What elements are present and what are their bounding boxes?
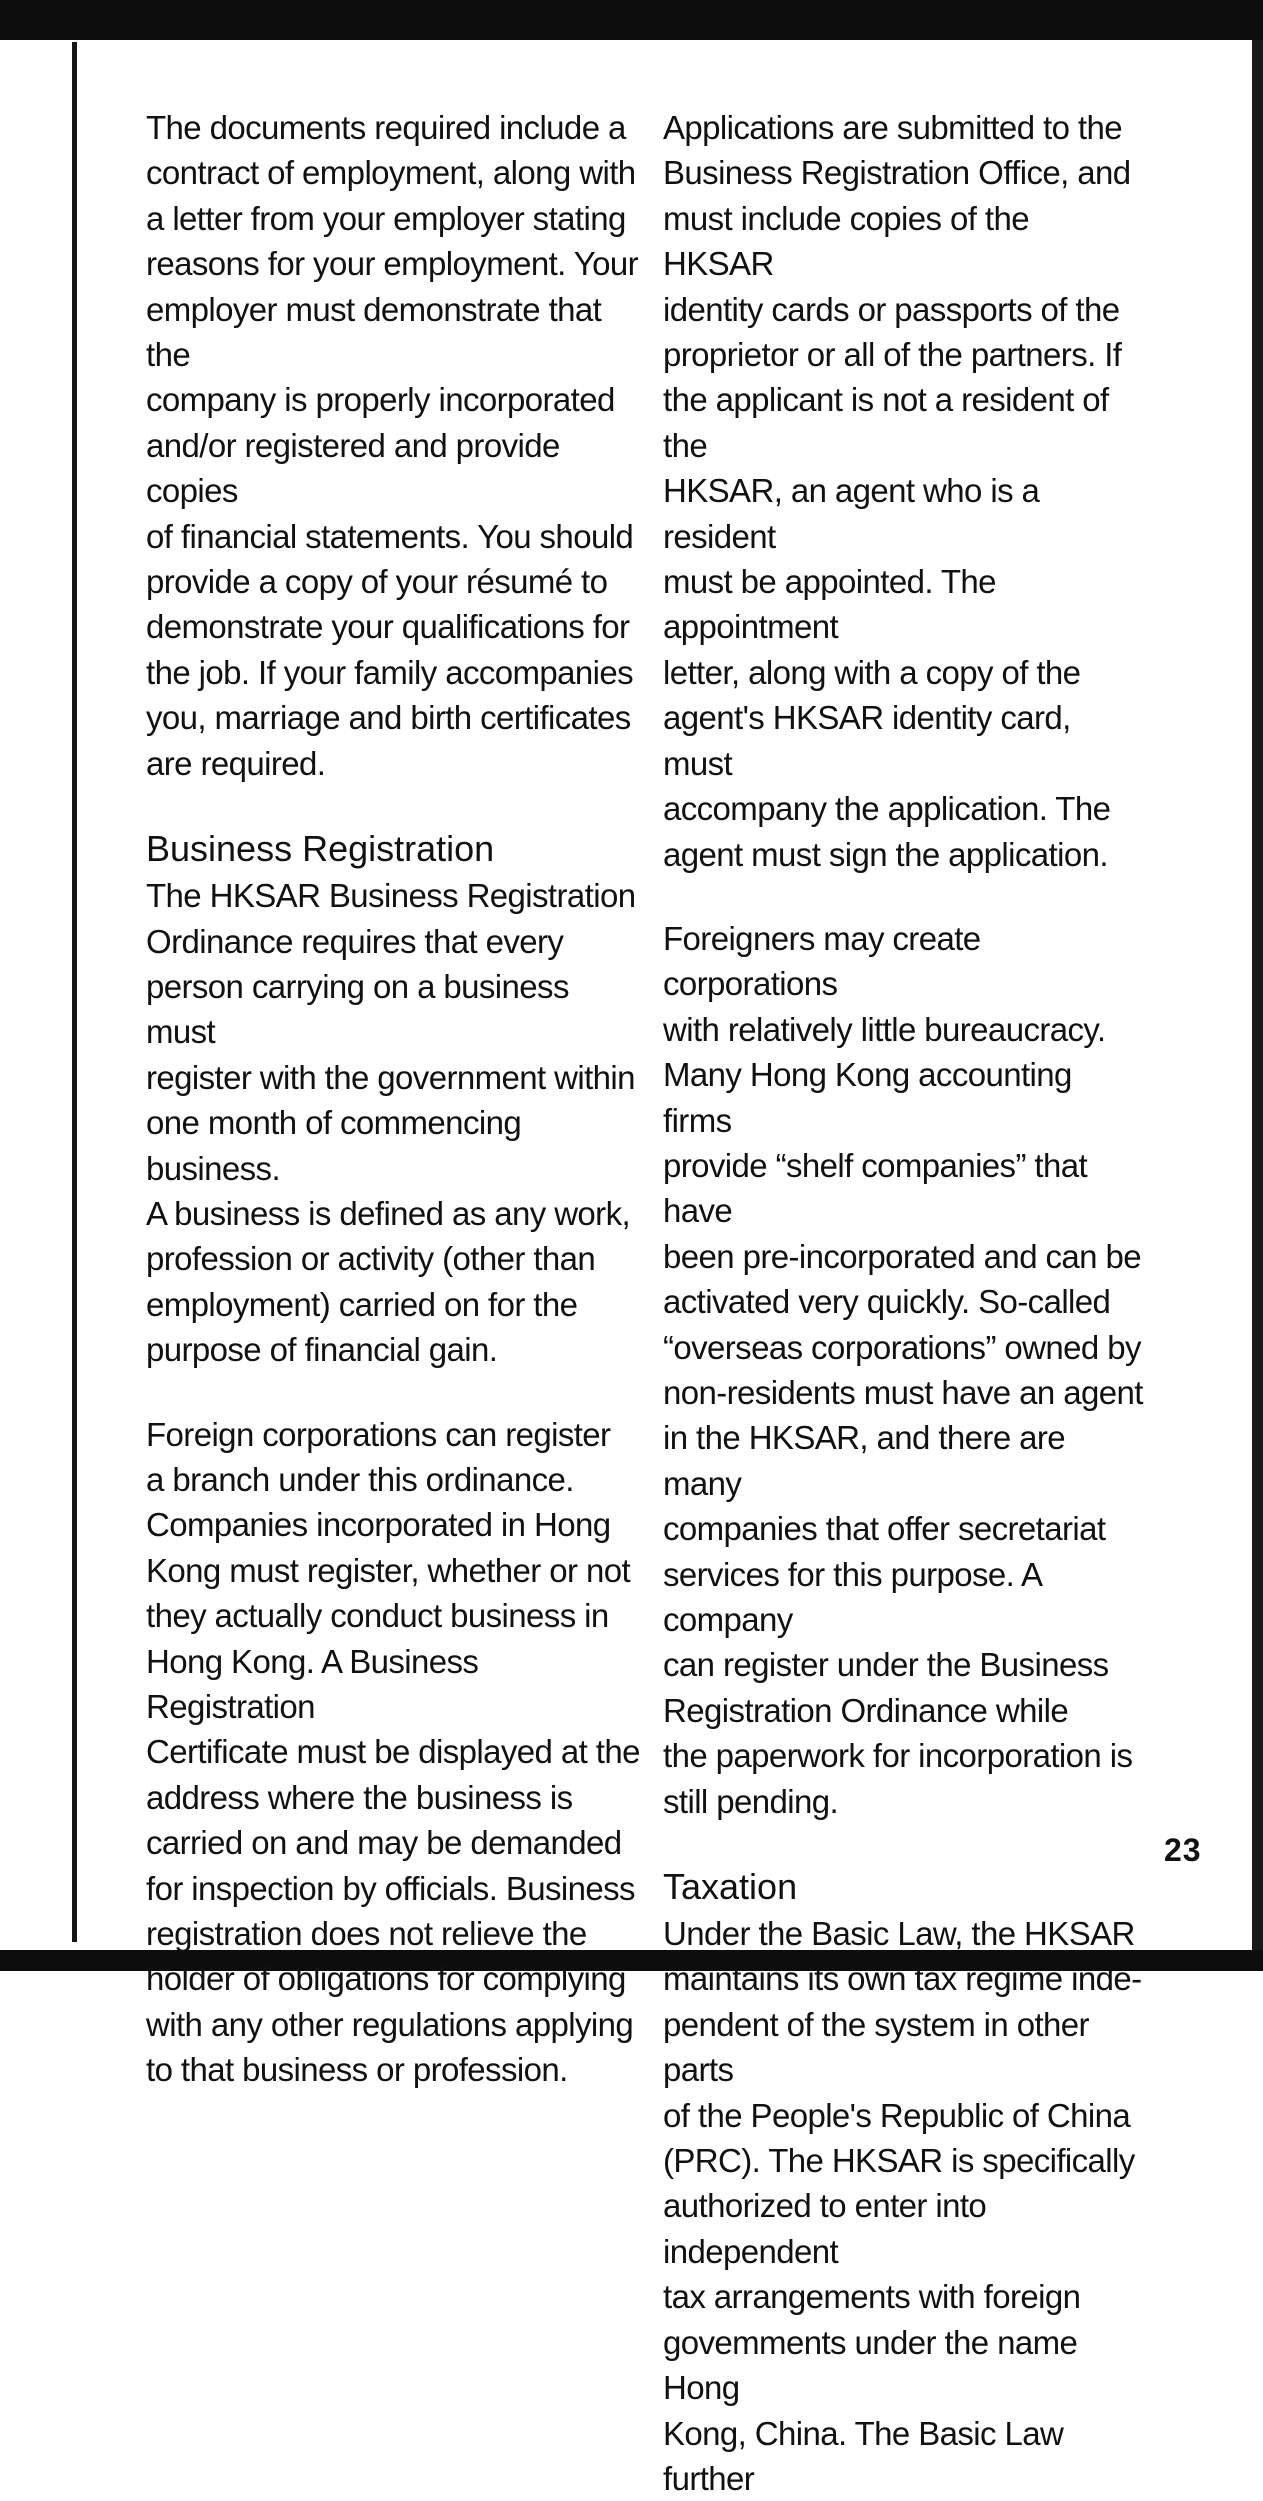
page-number: 23 [1164, 1832, 1202, 1868]
paragraph-registration-ordinance: The HKSAR Business Registration Ordinance requires that every person carrying on a business must register with the government within one month of commencing business. A business is defined as any work, profession or activity (other than employment) carried on for the purpose of financial gain. [146, 877, 636, 1369]
heading-business-registration: Business Registration [146, 828, 495, 870]
paragraph-basic-law-tax: Under the Basic Law, the HKSAR maintains its own tax regime inde- pendent of the system in other parts of the People's Republic of China (PRC). The HKSAR is specifically authorized to enter into independent tax arrangements with foreign govemments under the name Hong Kong, China. The Basic Law further [663, 1915, 1142, 2497]
paragraph-gap [146, 786, 646, 825]
scan-right-edge [1252, 40, 1263, 1950]
paragraph-required-documents: The documents required include a contract of employment, along with a letter from your employer stating reasons for your employment. Your employer must demonstrate that the company is properly incorporated and/or registered and provide copies of financial statements. You should provide a copy of your résumé to demonstrate your qualifications for the job. If your family accompanies you, marriage and birth certificates are required. [146, 109, 638, 782]
heading-taxation: Taxation [663, 1866, 798, 1908]
paragraph-foreigners-corporations: Foreigners may create corporations with relatively little bureaucracy. Many Hong Kong accounting firms provide “shelf companies” that have been pre-incorporated and can be activated very quickly. So-called “overseas corporations” owned by non-residents must have an agent in the HKSAR, and there are many companies that offer secretariat services for this purpose. A company can register under the Business Registration Ordinance while the paperwork for incorporation is still pending. [663, 919, 1143, 1820]
paragraph-gap [663, 1824, 1143, 1863]
left-column [146, 105, 646, 2093]
right-column [663, 105, 1143, 2501]
paragraph-gap [663, 877, 1143, 916]
scan-left-edge-line [72, 42, 77, 1942]
scan-top-border [0, 0, 1263, 40]
paragraph-foreign-corporations: Foreign corporations can register a branch under this ordinance. Companies incorporated in Hong Kong must register, whether or not they actually conduct business in Hong Kong. A Business Registration Certificate must be displayed at the address where the business is carried on and may be demanded for inspection by officials. Business registration does not relieve the holder of obligations for complying with any other regulations applying to that business or profession. [146, 1415, 640, 2089]
paragraph-gap [146, 1373, 646, 1412]
paragraph-applications: Applications are submitted to the Business Registration Office, and must include copies of the HKSAR identity cards or passports of the proprietor or all of the partners. If the applicant is not a resident of the HKSAR, an agent who is a resident must be appointed. The appointment letter, along with a copy of the agent's HKSAR identity card, must accompany the application. The agent must sign the application. [663, 109, 1131, 873]
